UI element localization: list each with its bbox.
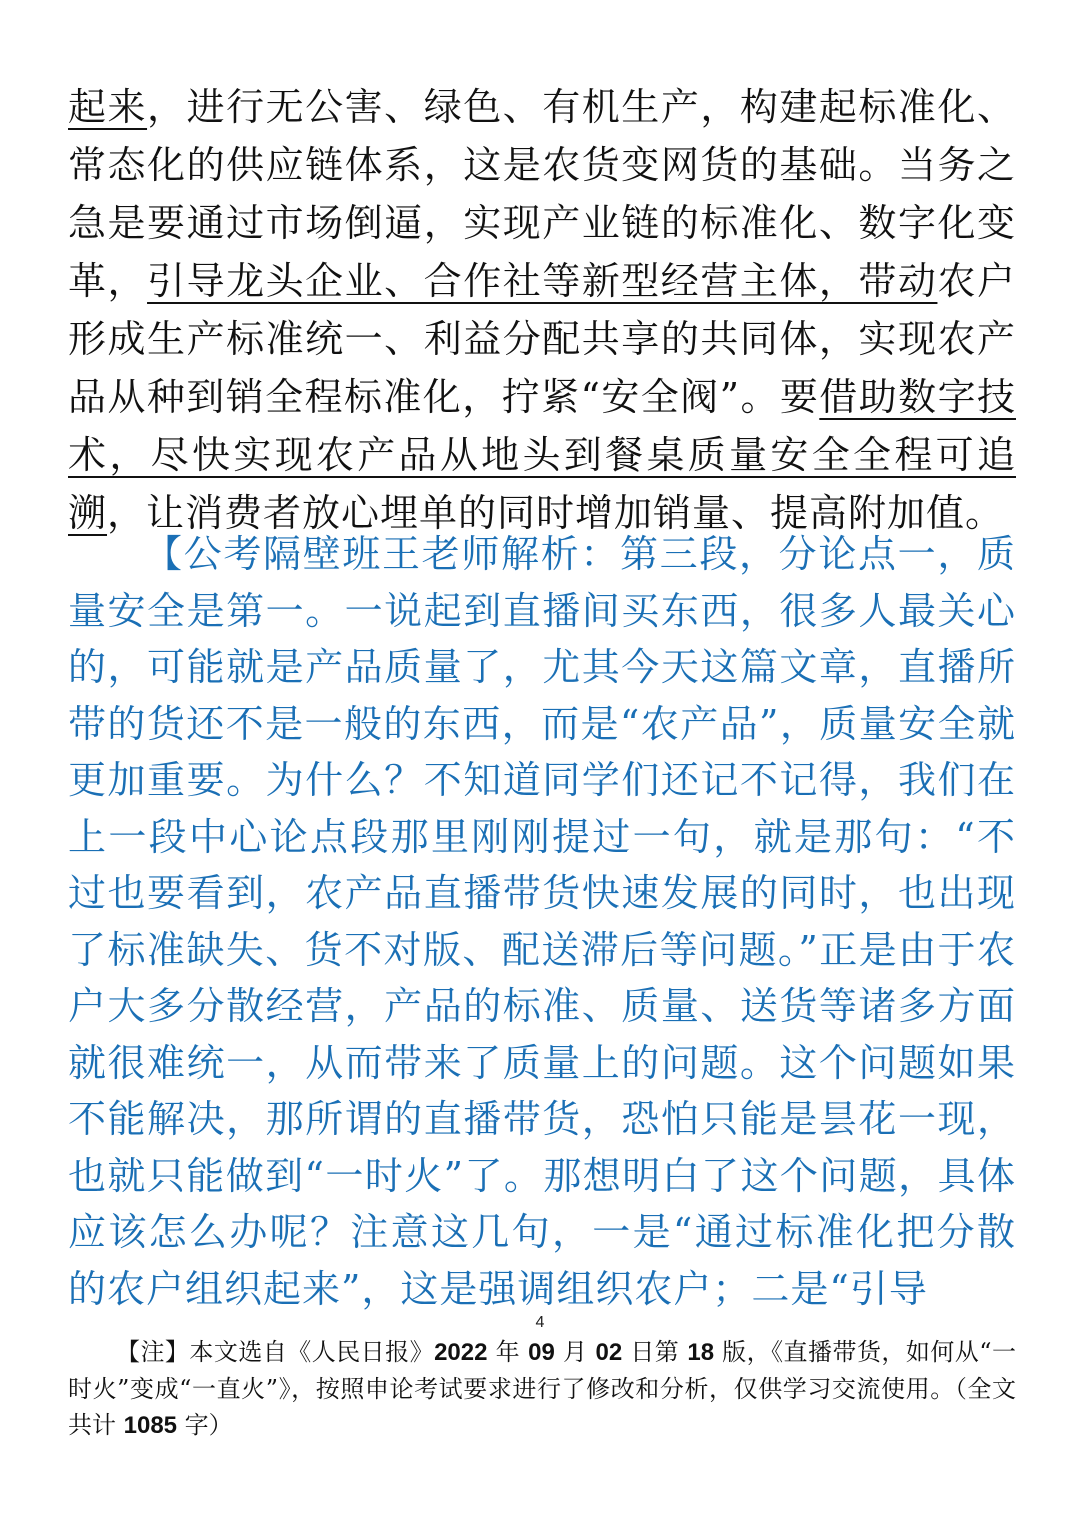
note-year: 2022: [434, 1339, 488, 1366]
note-text: 【注】本文选自《人民日报》: [116, 1338, 435, 1366]
note-edition: 18: [687, 1339, 715, 1366]
note-day: 02: [595, 1339, 623, 1366]
page-number: 4: [535, 1314, 545, 1331]
note-text: 字）: [177, 1411, 233, 1439]
note-text: 年: [487, 1338, 529, 1366]
note-text: 月: [554, 1338, 596, 1366]
note-month: 09: [528, 1339, 555, 1366]
note-word-count: 1085: [123, 1412, 178, 1439]
teacher-analysis: 【公考隔壁班王老师解析：第三段，分论点一，质量安全是第一。一说起到直播间买东西，很多人最关心的，可能就是产品质量了，尤其今天这篇文章，直播所带的货还不是一般的东西，而是“农产品”，质量安全就更加重要。为什么？不知道同学们还记不记得，我们在上一段中心论点段那里刚刚提过一句，就是那句：“不过也要看到，农产品直播带货快速发展的同时，也出现了标准缺失、货不对版、配送滞后等问题。”正是由于农户大多分散经营，产品的标准、质量、送货等诸多方面就很难统一，从而带来了质量上的问题。这个问题如果不能解决，那所谓的直播带货，恐怕只能是昙花一现，也就只能做到“一时火”了。那想明白了这个问题，具体应该怎么办呢？注意这几句，一是“通过标准化把分散的农户组织起来”，这是强调组织农户；二是“引导: [68, 532, 1016, 1311]
note-text: 日第: [622, 1338, 688, 1366]
article-paragraph: [68, 78, 1016, 542]
underlined-phrase: 起来: [68, 85, 148, 129]
paragraph-text: 农户形成生产标准统一、利益分配共享的共同体，实现农产品从种到销全程标准化，拧紧“安全阀”。要: [68, 259, 1016, 419]
underlined-phrase: 引导龙头企业、合作社等新型经营主体，带动: [147, 259, 938, 303]
paragraph-text: ，进行无公害、绿色、有机生产，构建起标准化、常态化的供应链体系，这是农货变网货的基础。当务之急是要通过市场倒逼，实现产业链的标准化、数字化变革，: [68, 85, 1016, 303]
note-text: 版，《直播带货，如何从“一时火”变成“一直火”》，按照申论考试要求进行了修改和分析，仅供学习交流使用。（全文共计: [68, 1338, 1017, 1439]
paragraph-text: ，让消费者放心埋单的同时增加销量、提高附加值。: [107, 491, 1005, 535]
underlined-phrase: 借助数字技术，尽快实现农产品从地头到餐桌质量安全全程可追溯: [68, 375, 1016, 535]
source-note: [68, 1334, 1016, 1444]
